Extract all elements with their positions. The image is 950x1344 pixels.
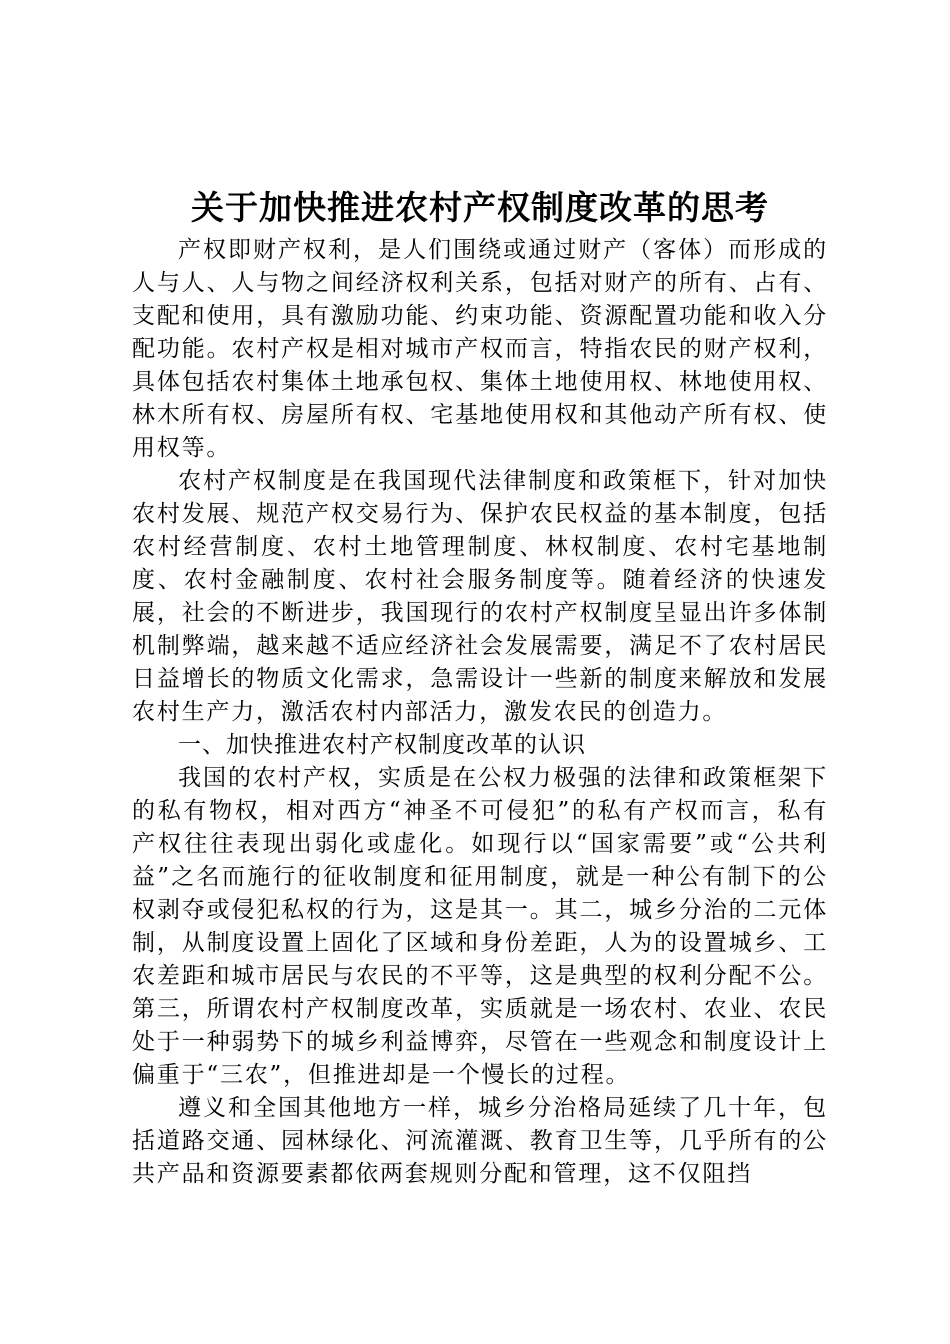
paragraph-property-rights-definition: 产权即财产权利，是人们围绕或通过财产（客体）而形成的人与人、人与物之间经济权利关系，包括对财产的所有、占有、支配和使用，具有激励功能、约束功能、资源配置功能和收入分配功能。农村产权是相对城市产权而言，特指农民的财产权利，具体包括农村集体土地承包权、集体土地使用权、林地使用权、林木所有权、房屋所有权、宅基地使用权和其他动产所有权、使用权等。: [132, 237, 828, 461]
paragraph-rural-property-essence: 我国的农村产权，实质是在公权力极强的法律和政策框架下的私有物权，相对西方“神圣不可侵犯”的私有产权而言，私有产权往往表现出弱化或虚化。如现行以“国家需要”或“公共利益”之名而施行的征收制度和征用制度，就是一种公有制下的公权剥夺或侵犯私权的行为，这是其一。其二，城乡分治的二元体制，从制度设置上固化了区域和身份差距，人为的设置城乡、工农差距和城市居民与农民的不平等，这是典型的权利分配不公。第三，所谓农村产权制度改革，实质就是一场农村、农业、农民处于一种弱势下的城乡利益博弈，尽管在一些观念和制度设计上偏重于“三农”，但推进却是一个慢长的过程。: [132, 765, 828, 1088]
paragraph-rural-property-system: 农村产权制度是在我国现代法律制度和政策框下，针对加快农村发展、规范产权交易行为、保护农民权益的基本制度，包括农村经营制度、农村土地管理制度、林权制度、农村宅基地制度、农村金融制度、农村社会服务制度等。随着经济的快速发展，社会的不断进步，我国现行的农村产权制度呈显出许多体制机制弊端，越来越不适应经济社会发展需要，满足不了农村居民日益增长的物质文化需求，急需设计一些新的制度来解放和发展农村生产力，激活农村内部活力，激发农民的创造力。: [132, 468, 828, 725]
document-body: [132, 234, 828, 1191]
section-heading-1: 一、加快推进农村产权制度改革的认识: [178, 732, 586, 758]
paragraph-zunyi-situation: 遵义和全国其他地方一样，城乡分治格局延续了几十年，包括道路交通、园林绿化、河流灌溉、教育卫生等，几乎所有的公共产品和资源要素都依两套规则分配和管理，这不仅阻挡: [132, 1095, 828, 1187]
document-title: 关于加快推进农村产权制度改革的思考: [191, 188, 769, 227]
